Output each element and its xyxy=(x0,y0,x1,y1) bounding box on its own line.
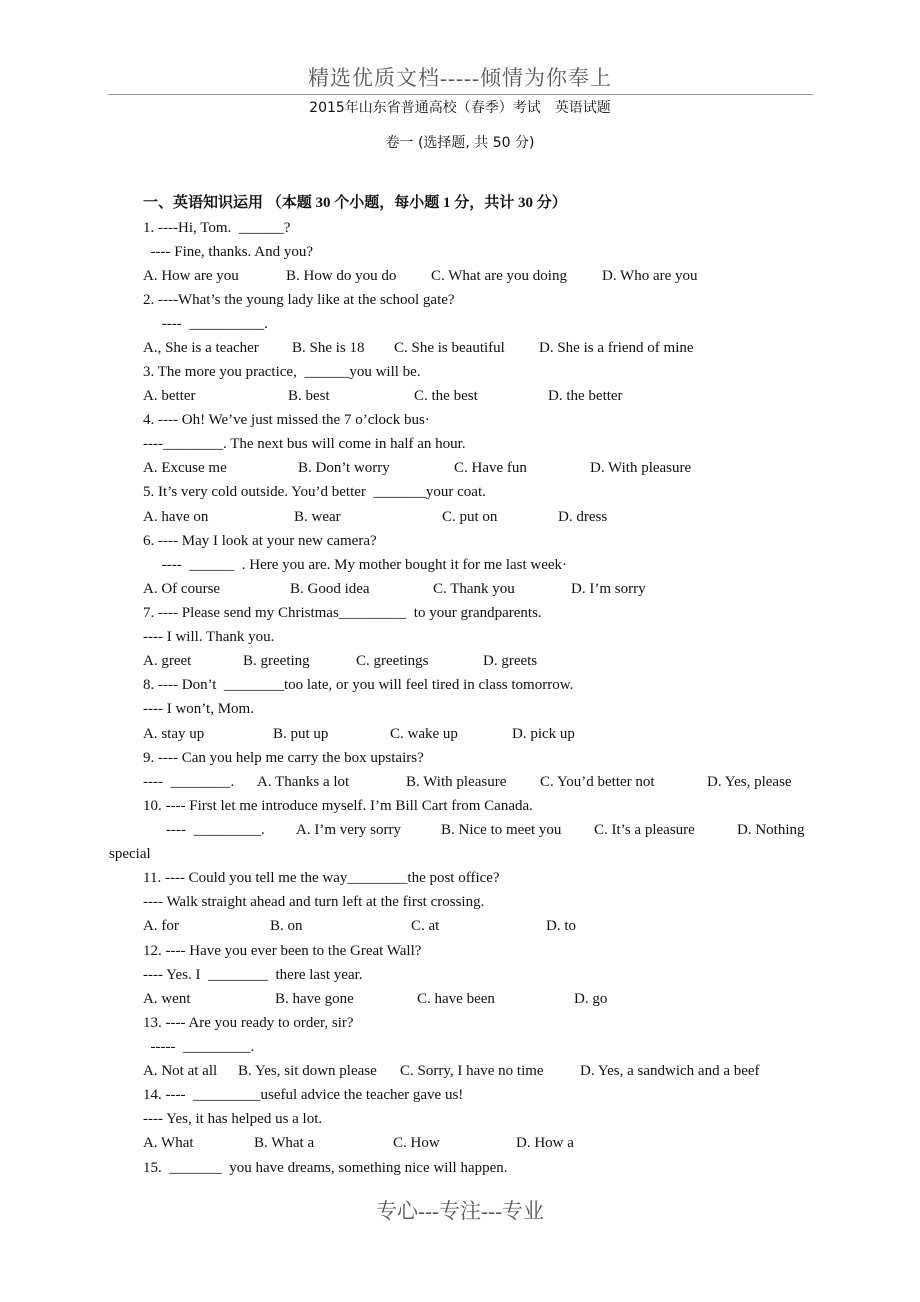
page-footer: 专心---专注---专业 xyxy=(376,1199,544,1223)
question-line: 13. ---- Are you ready to order, sir? xyxy=(143,1015,354,1031)
option-d: D. greets xyxy=(483,653,538,669)
option-d: D. pick up xyxy=(512,726,575,742)
answer-line: ---- Yes. I ________ there last year. xyxy=(143,967,363,983)
option-c: C. You’d better not xyxy=(540,774,655,790)
header-divider xyxy=(108,94,813,95)
option-b: B. What a xyxy=(254,1135,315,1151)
exam-subtitle: 卷一 (选择题, 共 50 分) xyxy=(385,135,535,151)
question-line: 14. ---- _________useful advice the teacher gave us! xyxy=(143,1087,464,1103)
exam-title: 2015年山东省普通高校（春季）考试 英语试题 xyxy=(309,100,611,116)
option-d: D. Nothing xyxy=(737,822,805,838)
option-c: C. Have fun xyxy=(454,460,527,476)
question-line: 11. ---- Could you tell me the way________the post office? xyxy=(143,870,500,886)
option-c: C. the best xyxy=(414,388,478,404)
option-d: D. go xyxy=(574,991,608,1007)
page-header: 精选优质文档-----倾情为你奉上 xyxy=(308,66,612,90)
option-b: B. Yes, sit down please xyxy=(238,1063,377,1079)
option-b: B. best xyxy=(288,388,330,404)
option-d: D. Yes, please xyxy=(707,774,792,790)
option-b: B. greeting xyxy=(243,653,310,669)
question-line: 15. _______ you have dreams, something nice will happen. xyxy=(143,1160,508,1176)
answer-line: ----- _________. xyxy=(143,1039,255,1055)
option-d: D. Who are you xyxy=(602,268,698,284)
answer-line: ----________. The next bus will come in half an hour. xyxy=(143,436,466,452)
question-line: 6. ---- May I look at your new camera? xyxy=(143,533,377,549)
option-d: D. With pleasure xyxy=(590,460,692,476)
option-d: D. I’m sorry xyxy=(571,581,646,597)
option-c: C. She is beautiful xyxy=(394,340,505,356)
option-a: A. stay up xyxy=(143,726,205,742)
option-a: A. I’m very sorry xyxy=(296,822,401,838)
section-heading: 一、英语知识运用 （本题 30 个小题，每小题 1 分，共计 30 分） xyxy=(143,195,567,211)
answer-line: ---- I will. Thank you. xyxy=(143,629,275,645)
option-d: D. dress xyxy=(558,509,608,525)
option-a: A. Not at all xyxy=(143,1063,218,1079)
option-b: B. wear xyxy=(294,509,341,525)
option-a: A. for xyxy=(143,918,179,934)
option-c: C. greetings xyxy=(356,653,429,669)
option-a: A. Of course xyxy=(143,581,221,597)
answer-line: ---- I won’t, Mom. xyxy=(143,701,254,717)
option-b: B. Nice to meet you xyxy=(441,822,562,838)
option-d: D. to xyxy=(546,918,576,934)
option-d: D. She is a friend of mine xyxy=(539,340,694,356)
option-b: B. put up xyxy=(273,726,329,742)
question-line: 2. ----What’s the young lady like at the school gate? xyxy=(143,292,455,308)
option-a: A. greet xyxy=(143,653,192,669)
option-a: A., She is a teacher xyxy=(143,340,259,356)
option-c: C. have been xyxy=(417,991,495,1007)
option-b: B. have gone xyxy=(275,991,354,1007)
question-line: 4. ---- Oh! We’ve just missed the 7 o’clock bus· xyxy=(143,412,430,428)
question-line: 12. ---- Have you ever been to the Great Wall? xyxy=(143,943,422,959)
answer-line: ---- ______ . Here you are. My mother bought it for me last week· xyxy=(143,557,568,573)
option-c: C. Thank you xyxy=(433,581,515,597)
option-a: A. went xyxy=(143,991,191,1007)
answer-line: ---- Fine, thanks. And you? xyxy=(143,244,313,260)
option-d: D. How a xyxy=(516,1135,574,1151)
option-a: A. How are you xyxy=(143,268,239,284)
option-c: C. What are you doing xyxy=(431,268,567,284)
option-a: A. Thanks a lot xyxy=(257,774,350,790)
option-a: A. Excuse me xyxy=(143,460,227,476)
option-a: A. better xyxy=(143,388,196,404)
question-line: 1. ----Hi, Tom. ______? xyxy=(143,220,291,236)
option-b: B. She is 18 xyxy=(292,340,365,356)
question-line: 3. The more you practice, ______you will be. xyxy=(143,364,421,380)
option-d-continued: special xyxy=(109,846,151,862)
option-c: C. wake up xyxy=(390,726,458,742)
option-c: C. Sorry, I have no time xyxy=(400,1063,544,1079)
option-b: B. Don’t worry xyxy=(298,460,390,476)
option-b: B. Good idea xyxy=(290,581,370,597)
option-b: B. With pleasure xyxy=(406,774,507,790)
option-a: A. have on xyxy=(143,509,209,525)
option-c: C. at xyxy=(411,918,440,934)
option-c: C. put on xyxy=(442,509,498,525)
question-line: 7. ---- Please send my Christmas_________ to your grandparents. xyxy=(143,605,542,621)
answer-line: ---- Walk straight ahead and turn left at the first crossing. xyxy=(143,894,485,910)
question-line: 10. ---- First let me introduce myself. I’m Bill Cart from Canada. xyxy=(143,798,533,814)
option-c: C. How xyxy=(393,1135,440,1151)
question-line: 5. It’s very cold outside. You’d better _______your coat. xyxy=(143,484,486,500)
option-b: B. on xyxy=(270,918,303,934)
option-d: D. Yes, a sandwich and a beef xyxy=(580,1063,760,1079)
answer-line: ---- ________. xyxy=(143,774,235,790)
answer-line: ---- __________. xyxy=(143,316,268,332)
question-line: 8. ---- Don’t ________too late, or you will feel tired in class tomorrow. xyxy=(143,677,574,693)
option-c: C. It’s a pleasure xyxy=(594,822,695,838)
answer-line: ---- _________. xyxy=(166,822,265,838)
option-a: A. What xyxy=(143,1135,194,1151)
option-b: B. How do you do xyxy=(286,268,397,284)
question-line: 9. ---- Can you help me carry the box upstairs? xyxy=(143,750,424,766)
option-d: D. the better xyxy=(548,388,623,404)
answer-line: ---- Yes, it has helped us a lot. xyxy=(143,1111,323,1127)
